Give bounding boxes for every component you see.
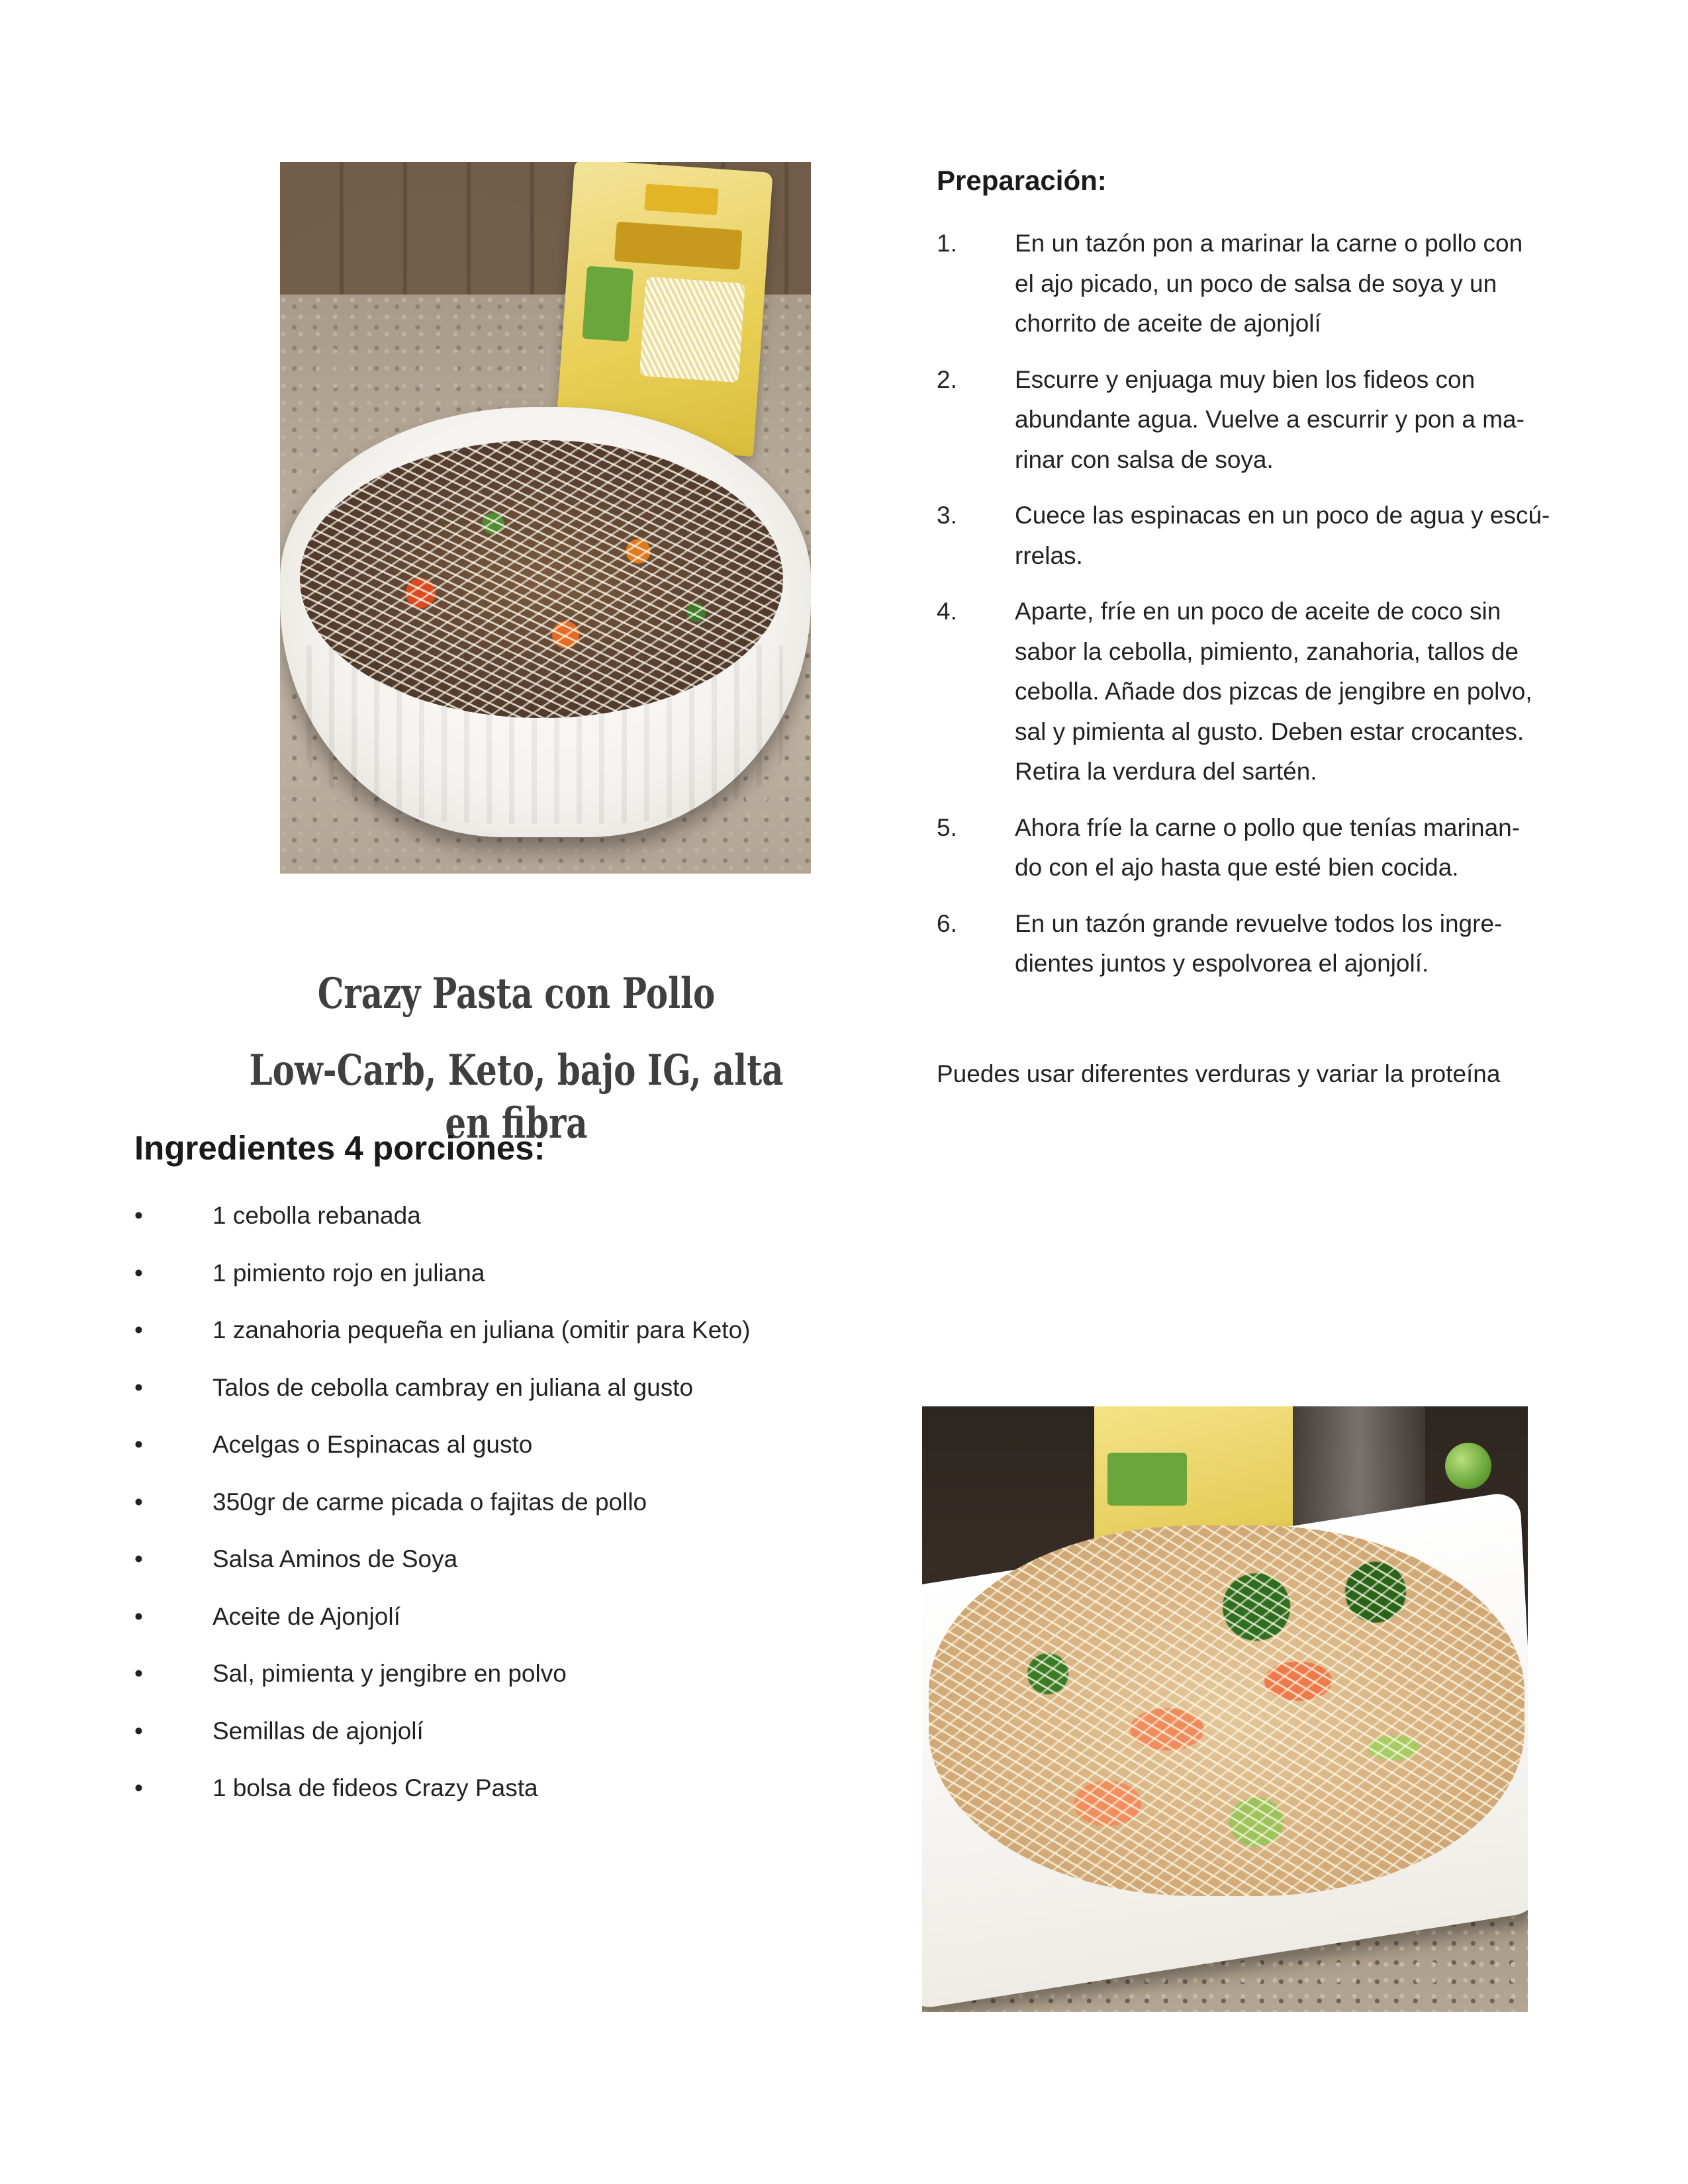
preparation-step — [937, 360, 1552, 480]
ingredient-text: 1 bolsa de fideos Crazy Pasta — [212, 1774, 538, 1801]
step-text-line: rrelas. — [1015, 541, 1083, 569]
preparation-step — [937, 224, 1552, 344]
ingredient-text: 1 pimiento rojo en juliana — [212, 1259, 485, 1287]
package-label — [1107, 1453, 1187, 1506]
bowl-ribs — [306, 645, 783, 824]
ingredient-text: Talos de cebolla cambray en juliana al gusto — [212, 1373, 694, 1401]
ingredient-item — [134, 1543, 863, 1600]
ingredient-text: Semillas de ajonjolí — [212, 1717, 424, 1745]
ingredient-text: Salsa Aminos de Soya — [212, 1545, 458, 1572]
bullet-icon: • — [134, 1259, 143, 1287]
step-text-line: rinar con salsa de soya. — [1015, 445, 1274, 473]
step-text-line: abundante agua. Vuelve a escurrir y pon a ma- — [1015, 406, 1524, 433]
step-text-line: Escurre y enjuaga muy bien los fideos con — [1015, 365, 1476, 393]
step-text-line: sal y pimienta al gusto. Deben estar crocantes. — [1015, 717, 1524, 745]
ingredient-item — [134, 1715, 863, 1772]
preparation-step — [937, 496, 1552, 576]
recipe-subtitle: Low-Carb, Keto, bajo IG, alta en fibra — [249, 1046, 784, 1148]
package-noodles-picture — [639, 277, 745, 383]
bullet-icon: • — [134, 1202, 143, 1229]
step-number: 3. — [937, 502, 957, 529]
preparation-step — [937, 904, 1552, 984]
ingredient-text: 1 zanahoria pequeña en juliana (omitir para Keto) — [212, 1316, 751, 1343]
step-number: 2. — [937, 365, 957, 393]
ingredient-item — [134, 1428, 863, 1486]
preparation-steps — [937, 224, 1552, 1000]
ingredient-text: 350gr de carme picada o fajitas de pollo — [212, 1488, 647, 1516]
ingredient-item — [134, 1371, 863, 1429]
ingredients-heading: Ingredientes 4 porciones: — [134, 1129, 545, 1167]
step-text-line: do con el ajo hasta que esté bien cocida. — [1015, 854, 1459, 881]
step-text-line: Cuece las espinacas en un poco de agua y escú- — [1015, 502, 1550, 529]
step-text-line: sabor la cebolla, pimiento, zanahoria, tallos de — [1015, 637, 1519, 665]
bullet-icon: • — [134, 1316, 143, 1343]
step-text-line: chorrito de aceite de ajonjolí — [1015, 310, 1321, 337]
white-bowl — [280, 407, 811, 837]
preparation-step — [937, 808, 1552, 888]
preparation-heading: Preparación: — [937, 165, 1107, 196]
ingredient-text: Acelgas o Espinacas al gusto — [212, 1431, 533, 1458]
step-text-line: cebolla. Añade dos pizcas de jengibre en polvo, — [1015, 678, 1532, 705]
bullet-icon: • — [134, 1717, 143, 1745]
lime — [1445, 1443, 1491, 1489]
ingredient-item — [134, 1772, 863, 1829]
ingredient-item — [134, 1314, 863, 1371]
ingredient-text: Aceite de Ajonjolí — [212, 1602, 400, 1630]
step-text-line: En un tazón grande revuelve todos los ingre- — [1015, 909, 1503, 937]
ingredient-item — [134, 1257, 863, 1314]
step-text-line: dientes juntos y espolvorea el ajonjolí. — [1015, 950, 1429, 977]
bullet-icon: • — [134, 1373, 143, 1401]
ingredient-item — [134, 1486, 863, 1543]
recipe-title: Crazy Pasta con Pollo — [317, 969, 716, 1019]
ingredient-text: Sal, pimienta y jengibre en polvo — [212, 1660, 567, 1687]
step-number: 5. — [937, 813, 957, 841]
step-text-line: Ahora fríe la carne o pollo que tenías marinan- — [1015, 813, 1521, 841]
preparation-step — [937, 592, 1552, 792]
package-label — [644, 184, 719, 216]
dish-photo-bowl — [280, 162, 811, 874]
ingredient-item — [134, 1657, 863, 1715]
noodles-with-shrimp-broccoli-celery — [929, 1525, 1524, 1896]
step-number: 4. — [937, 598, 957, 625]
bullet-icon: • — [134, 1660, 143, 1687]
step-number: 1. — [937, 230, 957, 257]
ingredient-item — [134, 1199, 863, 1257]
bullet-icon: • — [134, 1545, 143, 1572]
bullet-icon: • — [134, 1774, 143, 1801]
ingredient-text: 1 cebolla rebanada — [212, 1202, 421, 1229]
ingredients-list — [134, 1199, 863, 1829]
bullet-icon: • — [134, 1488, 143, 1516]
bullet-icon: • — [134, 1431, 143, 1458]
package-badge — [582, 266, 633, 342]
step-number: 6. — [937, 909, 957, 937]
step-text-line: el ajo picado, un poco de salsa de soya y un — [1015, 269, 1497, 297]
recipe-note: Puedes usar diferentes verduras y variar la proteína — [937, 1060, 1501, 1087]
package-brand-label — [614, 222, 743, 270]
bullet-icon: • — [134, 1602, 143, 1630]
step-text-line: Retira la verdura del sartén. — [1015, 758, 1317, 785]
ingredient-item — [134, 1600, 863, 1658]
step-text-line: Aparte, fríe en un poco de aceite de coco sin — [1015, 598, 1501, 625]
dish-photo-plate — [922, 1406, 1528, 2012]
step-text-line: En un tazón pon a marinar la carne o pollo con — [1015, 230, 1523, 257]
